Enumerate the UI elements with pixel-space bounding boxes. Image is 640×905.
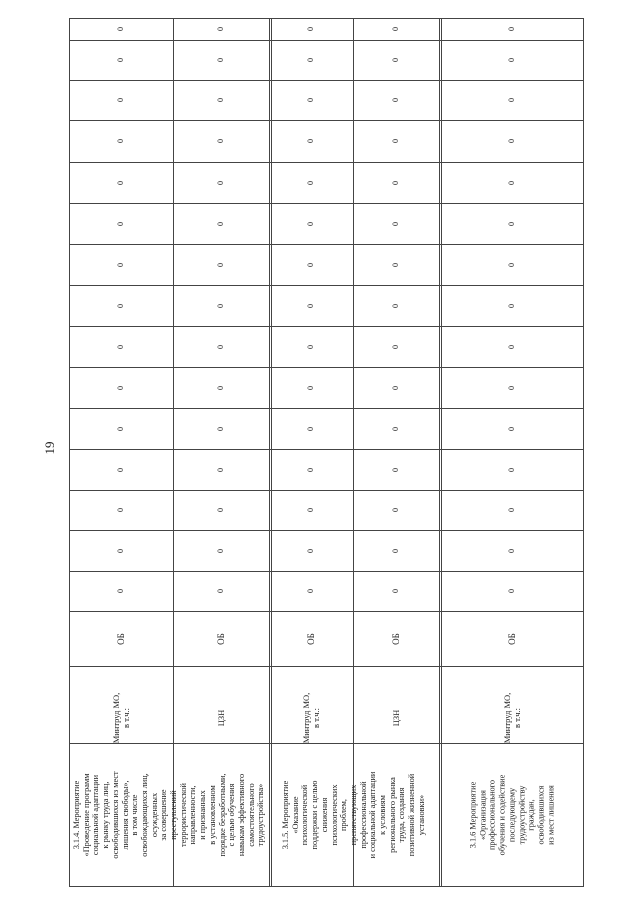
description-line: трудоустройству [516, 785, 526, 845]
column-divider [69, 530, 584, 531]
executor-line: Минтруд МО, [301, 692, 311, 744]
description-line: к рынку труда лиц, [101, 781, 111, 849]
value-cell: 0 [391, 303, 400, 308]
description-line: лишения свободы», [120, 780, 130, 850]
column-divider [69, 326, 584, 327]
value-cell: 0 [116, 344, 125, 349]
value-cell: 0 [116, 180, 125, 185]
value-cell: 0 [116, 467, 125, 472]
value-cell: 0 [306, 58, 315, 62]
value-cell: 0 [391, 467, 400, 472]
value-cell: 0 [116, 589, 125, 593]
value-cell: 0 [506, 344, 516, 349]
row-divider [173, 18, 174, 744]
value-cell: 0 [216, 58, 225, 62]
description-divider-double [441, 744, 442, 886]
description-line: за совершение [159, 789, 169, 841]
description-line: снижения [320, 797, 330, 833]
value-cell: 0 [116, 508, 125, 512]
table-border-top [69, 18, 584, 19]
executor-line: ЦЗН [216, 709, 226, 727]
column-divider [69, 80, 584, 81]
description-line: трудоустройства» [256, 783, 266, 847]
description-line: регионального рынка [387, 777, 397, 853]
description-cell [468, 775, 555, 856]
value-cell: 0 [391, 139, 400, 143]
description-line: позитивной жизненной [407, 773, 417, 857]
description-line: психологических [329, 784, 339, 846]
description-line: с целью обучения [227, 783, 237, 847]
description-line: из мест лишения [545, 785, 555, 845]
value-cell: 0 [306, 180, 315, 185]
value-cell: 0 [391, 98, 400, 102]
description-divider [269, 744, 270, 886]
description-border-bottom [69, 886, 584, 887]
description-line: направленности, [188, 785, 198, 845]
row-divider-double [271, 18, 272, 744]
value-cell: 0 [116, 139, 125, 143]
column-divider [69, 40, 584, 41]
funding-cell: ОБ [216, 632, 226, 645]
value-cell: 0 [506, 467, 516, 472]
value-cell: 0 [216, 385, 225, 390]
description-line: профессионального [487, 779, 497, 851]
value-cell: 0 [506, 385, 516, 390]
description-line: и социальной адаптации [368, 771, 378, 859]
value-cell: 0 [391, 180, 400, 185]
value-cell: 0 [216, 508, 225, 512]
description-line: навыкам эффективного [236, 773, 246, 857]
description-line: 3.1.4. Мероприятие [71, 780, 81, 850]
row-divider [353, 18, 354, 744]
value-cell: 0 [506, 426, 516, 431]
row-divider-double [441, 18, 442, 744]
description-line: «Организация [477, 790, 487, 840]
funding-cell: ОБ [116, 632, 126, 645]
funding-cell: ОБ [391, 632, 401, 645]
page-number: 19 [42, 441, 57, 455]
description-line: препятствующих [349, 784, 359, 846]
value-cell: 0 [116, 426, 125, 431]
table-border-right [583, 18, 584, 744]
value-cell: 0 [306, 467, 315, 472]
description-divider [439, 744, 440, 886]
value-cell: 0 [216, 262, 225, 267]
executor-line: Минтруд МО, [501, 692, 512, 744]
column-divider [69, 408, 584, 409]
description-line: проблем, [339, 799, 349, 831]
value-cell: 0 [391, 548, 400, 553]
column-divider [69, 244, 584, 245]
value-cell: 0 [306, 139, 315, 143]
executor-cell [216, 710, 226, 727]
value-cell: 0 [216, 180, 225, 185]
value-cell: 0 [391, 589, 400, 593]
description-line: психологической [300, 784, 310, 846]
description-line: профессиональной [358, 781, 368, 849]
value-cell: 0 [306, 508, 315, 512]
description-line: преступлений [169, 790, 178, 840]
description-cell [281, 772, 427, 859]
column-divider [69, 162, 584, 163]
description-line: установки» [417, 794, 427, 836]
description-line: 3.1.5. Мероприятие [281, 780, 291, 850]
value-cell: 0 [216, 589, 225, 593]
value-cell: 0 [216, 98, 225, 102]
column-divider [69, 367, 584, 368]
funding-cell: ОБ [506, 632, 517, 645]
value-cell: 0 [306, 589, 315, 593]
value-cell: 0 [306, 98, 315, 102]
column-divider [69, 571, 584, 572]
description-line: обучения и содействие [496, 774, 506, 856]
value-cell: 0 [506, 27, 516, 31]
description-line: граждан, [526, 799, 536, 831]
description-cell [72, 771, 266, 858]
value-cell: 0 [391, 262, 400, 267]
value-cell: 0 [391, 58, 400, 62]
value-cell: 0 [391, 508, 400, 512]
description-line: поддержки с целью [310, 780, 320, 850]
description-border-right [583, 744, 584, 886]
description-line: труда, создания [397, 787, 407, 843]
executor-cell [391, 710, 401, 727]
value-cell: 0 [116, 98, 125, 102]
value-cell: 0 [506, 589, 516, 593]
description-line: самостоятельного [246, 783, 256, 847]
column-divider [69, 120, 584, 121]
description-line: в том числе [130, 794, 140, 836]
description-line: социальной адаптации [91, 774, 101, 856]
value-cell: 0 [216, 221, 225, 226]
value-cell: 0 [116, 548, 125, 553]
value-cell: 0 [391, 385, 400, 390]
value-cell: 0 [506, 221, 516, 226]
description-line: последующему [506, 787, 516, 843]
value-cell: 0 [506, 303, 516, 308]
column-divider [69, 285, 584, 286]
value-cell: 0 [306, 548, 315, 553]
value-cell: 0 [116, 385, 125, 390]
value-cell: 0 [506, 548, 516, 553]
description-line: и признанных [198, 790, 208, 840]
executor-cell [502, 693, 522, 744]
value-cell: 0 [506, 139, 516, 143]
value-cell: 0 [116, 221, 125, 226]
description-line: «Оказание [290, 796, 300, 834]
value-cell: 0 [216, 548, 225, 553]
description-line: террористической [178, 782, 188, 848]
description-line: освободившихся [535, 785, 545, 845]
description-line: в установленном [207, 785, 217, 845]
description-line: 3.1.6 Мероприятие [467, 781, 477, 849]
value-cell: 0 [216, 467, 225, 472]
value-cell: 0 [116, 303, 125, 308]
executor-line: в т.ч.: [311, 707, 321, 729]
executor-line: в т.ч.: [121, 707, 131, 729]
value-cell: 0 [506, 98, 516, 102]
funding-cell: ОБ [306, 632, 316, 645]
value-cell: 0 [216, 303, 225, 308]
executor-cell [111, 693, 131, 744]
description-line: освобождающихся лиц, [139, 773, 149, 857]
row-divider [269, 18, 270, 744]
description-line: «Проведение программ [81, 773, 91, 857]
value-cell: 0 [306, 262, 315, 267]
value-cell: 0 [216, 27, 225, 31]
column-divider [69, 666, 584, 667]
value-cell: 0 [391, 344, 400, 349]
value-cell: 0 [306, 426, 315, 431]
column-divider [69, 611, 584, 612]
value-cell: 0 [216, 344, 225, 349]
value-cell: 0 [306, 221, 315, 226]
value-cell: 0 [216, 426, 225, 431]
value-cell: 0 [116, 262, 125, 267]
description-line: освободившихся из мест [110, 771, 120, 859]
description-line: осужденных [149, 792, 159, 838]
value-cell: 0 [306, 27, 315, 31]
executor-line: Минтруд МО, [111, 692, 121, 744]
column-divider [69, 449, 584, 450]
description-border-left [69, 744, 70, 886]
value-cell: 0 [391, 27, 400, 31]
executor-line: ЦЗН [391, 709, 401, 727]
value-cell: 0 [116, 27, 125, 31]
value-cell: 0 [306, 385, 315, 390]
description-line: порядке безработными, [217, 773, 227, 857]
value-cell: 0 [306, 344, 315, 349]
column-divider [69, 490, 584, 491]
value-cell: 0 [506, 508, 516, 512]
executor-line: в т.ч.: [511, 707, 522, 729]
value-cell: 0 [391, 426, 400, 431]
description-divider-double [271, 744, 272, 886]
executor-cell [301, 693, 321, 744]
data-table [69, 18, 584, 744]
value-cell: 0 [506, 262, 516, 267]
value-cell: 0 [216, 139, 225, 143]
value-cell: 0 [506, 58, 516, 62]
value-cell: 0 [391, 221, 400, 226]
value-cell: 0 [306, 303, 315, 308]
column-divider [69, 203, 584, 204]
table-border-left [69, 18, 70, 744]
value-cell: 0 [116, 58, 125, 62]
value-cell: 0 [506, 180, 516, 185]
row-divider [439, 18, 440, 744]
description-line: к условиям [378, 795, 388, 835]
